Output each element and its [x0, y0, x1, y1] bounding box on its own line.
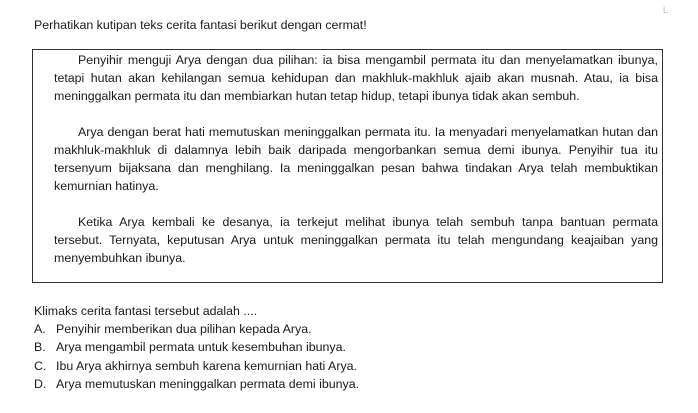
option-c-text: Ibu Arya akhirnya sembuh karena kemurnian hati Arya.: [56, 358, 357, 373]
option-b[interactable]: [34, 338, 359, 356]
answer-options: [34, 320, 359, 394]
passage-paragraph-3: Ketika Arya kembali ke desanya, ia terkejut melihat ibunya telah sembuh tanpa bantuan permata tersebut. Ternyata, keputusan Arya untuk meninggalkan permata itu telah mengundang keajaiban yang menyembuhkan ibunya.: [54, 215, 658, 265]
option-d[interactable]: [34, 375, 359, 393]
option-c-letter: C.: [34, 358, 47, 373]
instruction-text: Perhatikan kutipan teks cerita fantasi berikut dengan cermat!: [34, 18, 367, 32]
option-c[interactable]: [34, 357, 359, 375]
option-d-letter: D.: [34, 377, 47, 392]
passage-paragraph-2: Arya dengan berat hati memutuskan meninggalkan permata itu. Ia menyadari menyelamatkan hutan dan makhluk-makhluk di dalamnya lebih baik daripada mengorbankan semua demi ibunya. Penyihir tua itu tersenyum bijaksana dan menghilang. Ia meninggalkan pesan bahwa tindakan Arya telah membuktikan kemurnian hatinya.: [54, 125, 658, 193]
option-b-letter: B.: [34, 340, 46, 355]
passage-paragraph-1: Penyihir menguji Arya dengan dua pilihan: ia bisa mengambil permata itu dan menyelamatkan ibunya, tetapi hutan akan kehilangan semua kehidupan dan makhluk-makhluk ajaib akan musnah. Atau, ia bisa meninggalkan permata itu dan membiarkan hutan tetap hidup, tetapi ibunya tidak akan sembuh.: [54, 53, 658, 103]
option-a-text: Penyihir memberikan dua pilihan kepada Arya.: [56, 322, 312, 336]
option-a[interactable]: [34, 320, 359, 338]
question-text: Klimaks cerita fantasi tersebut adalah ....: [34, 304, 258, 318]
option-d-text: Arya memutuskan meninggalkan permata demi ibunya.: [56, 377, 360, 392]
option-b-text: Arya mengambil permata untuk kesembuhan ibunya.: [56, 340, 346, 355]
option-a-letter: A.: [34, 322, 46, 336]
passage-box: [32, 49, 663, 283]
corner-mark: L: [663, 5, 669, 15]
